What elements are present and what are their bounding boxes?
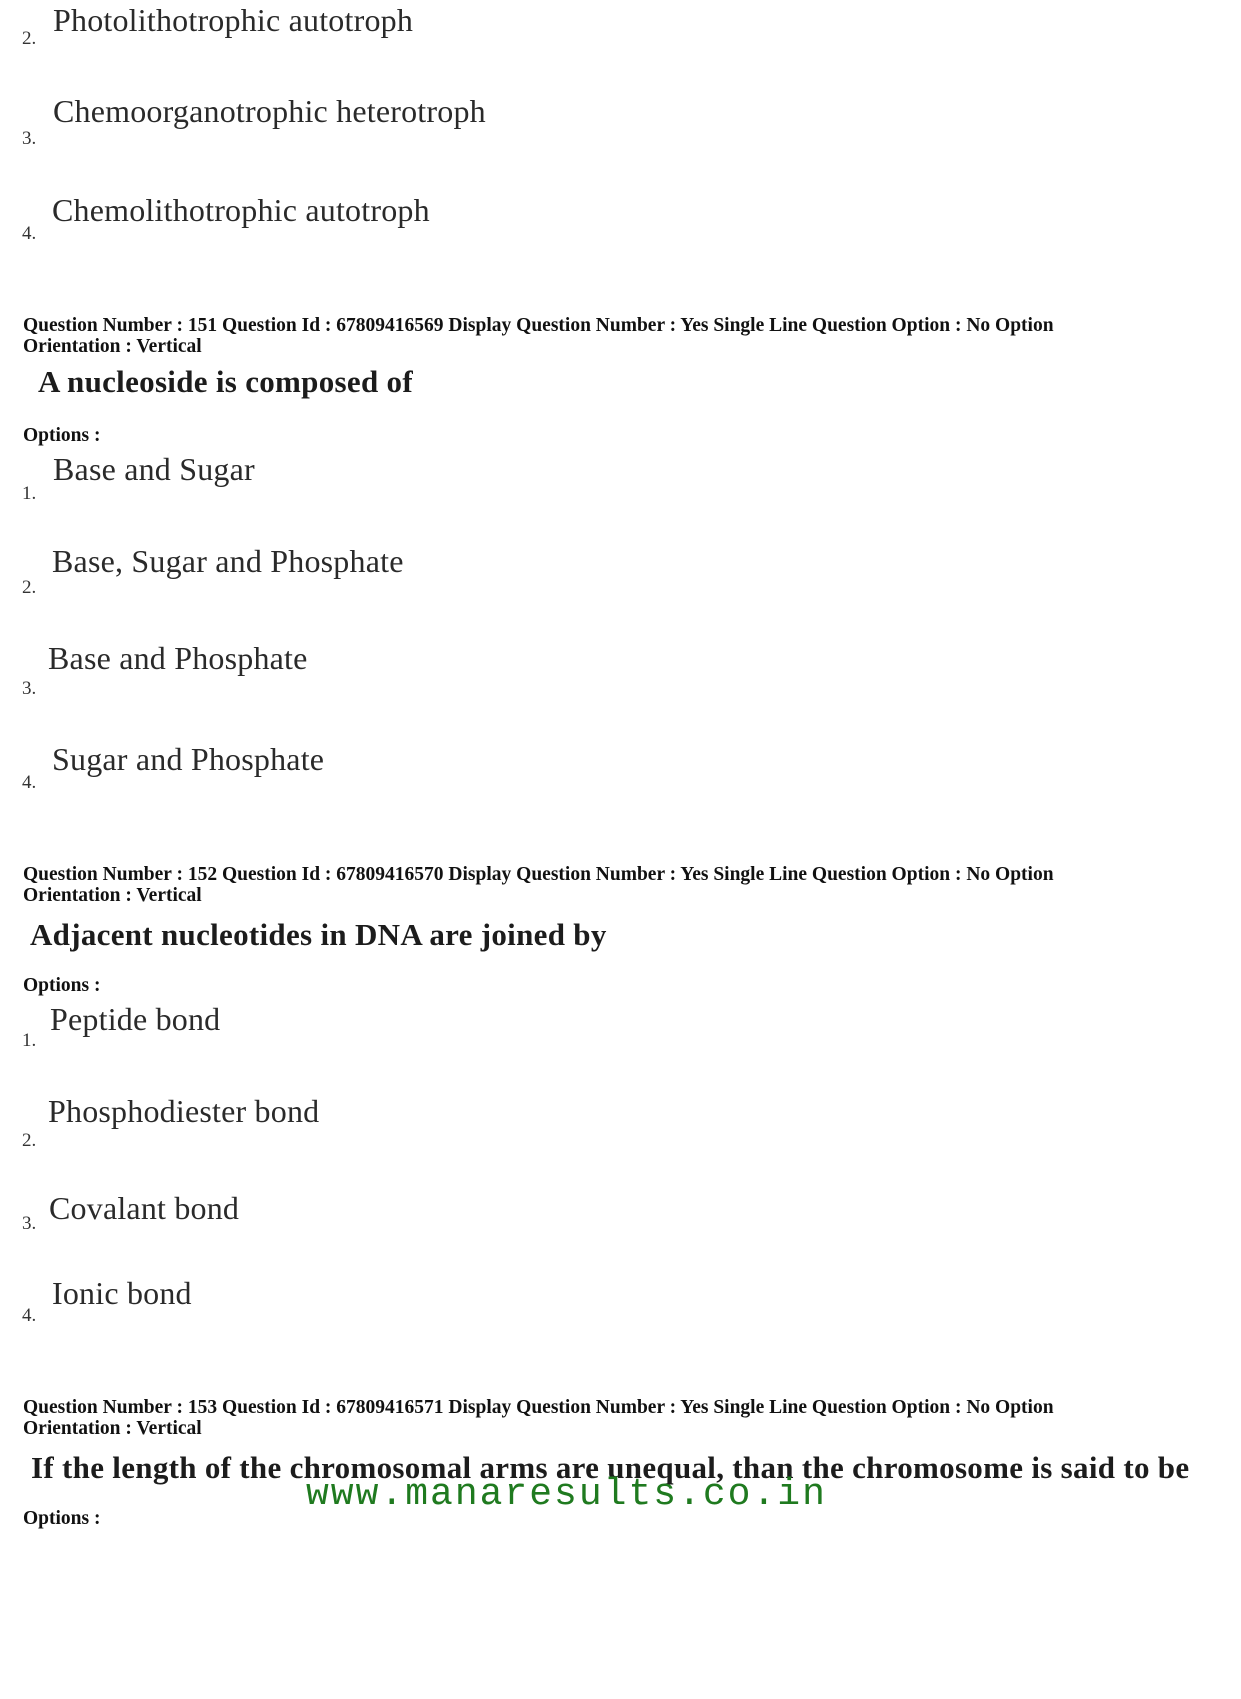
option-text: Base and Phosphate (48, 640, 308, 676)
option-number: 3. (22, 678, 37, 699)
question-meta-line1: Question Number : 151 Question Id : 67809416569 Display Question Number : Yes Single Line Question Option : No Option (23, 315, 1054, 336)
option-number: 2. (22, 1130, 37, 1151)
option-number: 4. (22, 223, 37, 244)
option-text: Base, Sugar and Phosphate (52, 543, 404, 579)
option-number: 1. (22, 483, 37, 504)
option-number: 2. (22, 28, 37, 49)
question-meta (23, 315, 1054, 357)
option-text: Chemolithotrophic autotroph (52, 192, 430, 228)
watermark: www.manaresults.co.in (306, 1473, 827, 1516)
option-text: Covalant bond (49, 1190, 240, 1226)
option-number: 3. (22, 128, 37, 149)
question-meta (23, 864, 1054, 906)
question-meta-line2: Orientation : Vertical (23, 336, 202, 357)
option-text: Chemoorganotrophic heterotroph (53, 93, 486, 129)
question-meta-line2: Orientation : Vertical (23, 885, 202, 906)
option-text: Phosphodiester bond (48, 1093, 320, 1129)
options-label: Options : (23, 975, 101, 996)
options-label: Options : (23, 425, 101, 446)
question-text: If the length of the chromosomal arms are unequal, than the chromosome is said to be (31, 1450, 1190, 1485)
question-text: A nucleoside is composed of (38, 364, 413, 399)
option-number: 4. (22, 1305, 37, 1326)
option-text: Photolithotrophic autotroph (53, 2, 414, 38)
question-text: Adjacent nucleotides in DNA are joined by (30, 917, 607, 952)
question-meta-line2: Orientation : Vertical (23, 1418, 202, 1439)
option-text: Peptide bond (50, 1001, 221, 1037)
option-text: Base and Sugar (53, 451, 255, 487)
option-number: 3. (22, 1213, 37, 1234)
options-label: Options : (23, 1508, 101, 1529)
question-meta-line1: Question Number : 152 Question Id : 67809416570 Display Question Number : Yes Single Line Question Option : No Option (23, 864, 1054, 885)
option-text: Ionic bond (52, 1275, 192, 1311)
question-meta-line1: Question Number : 153 Question Id : 67809416571 Display Question Number : Yes Single Line Question Option : No Option (23, 1397, 1054, 1418)
question-meta (23, 1397, 1054, 1439)
option-number: 1. (22, 1030, 37, 1051)
option-text: Sugar and Phosphate (52, 741, 325, 777)
option-number: 2. (22, 577, 37, 598)
option-number: 4. (22, 772, 37, 793)
